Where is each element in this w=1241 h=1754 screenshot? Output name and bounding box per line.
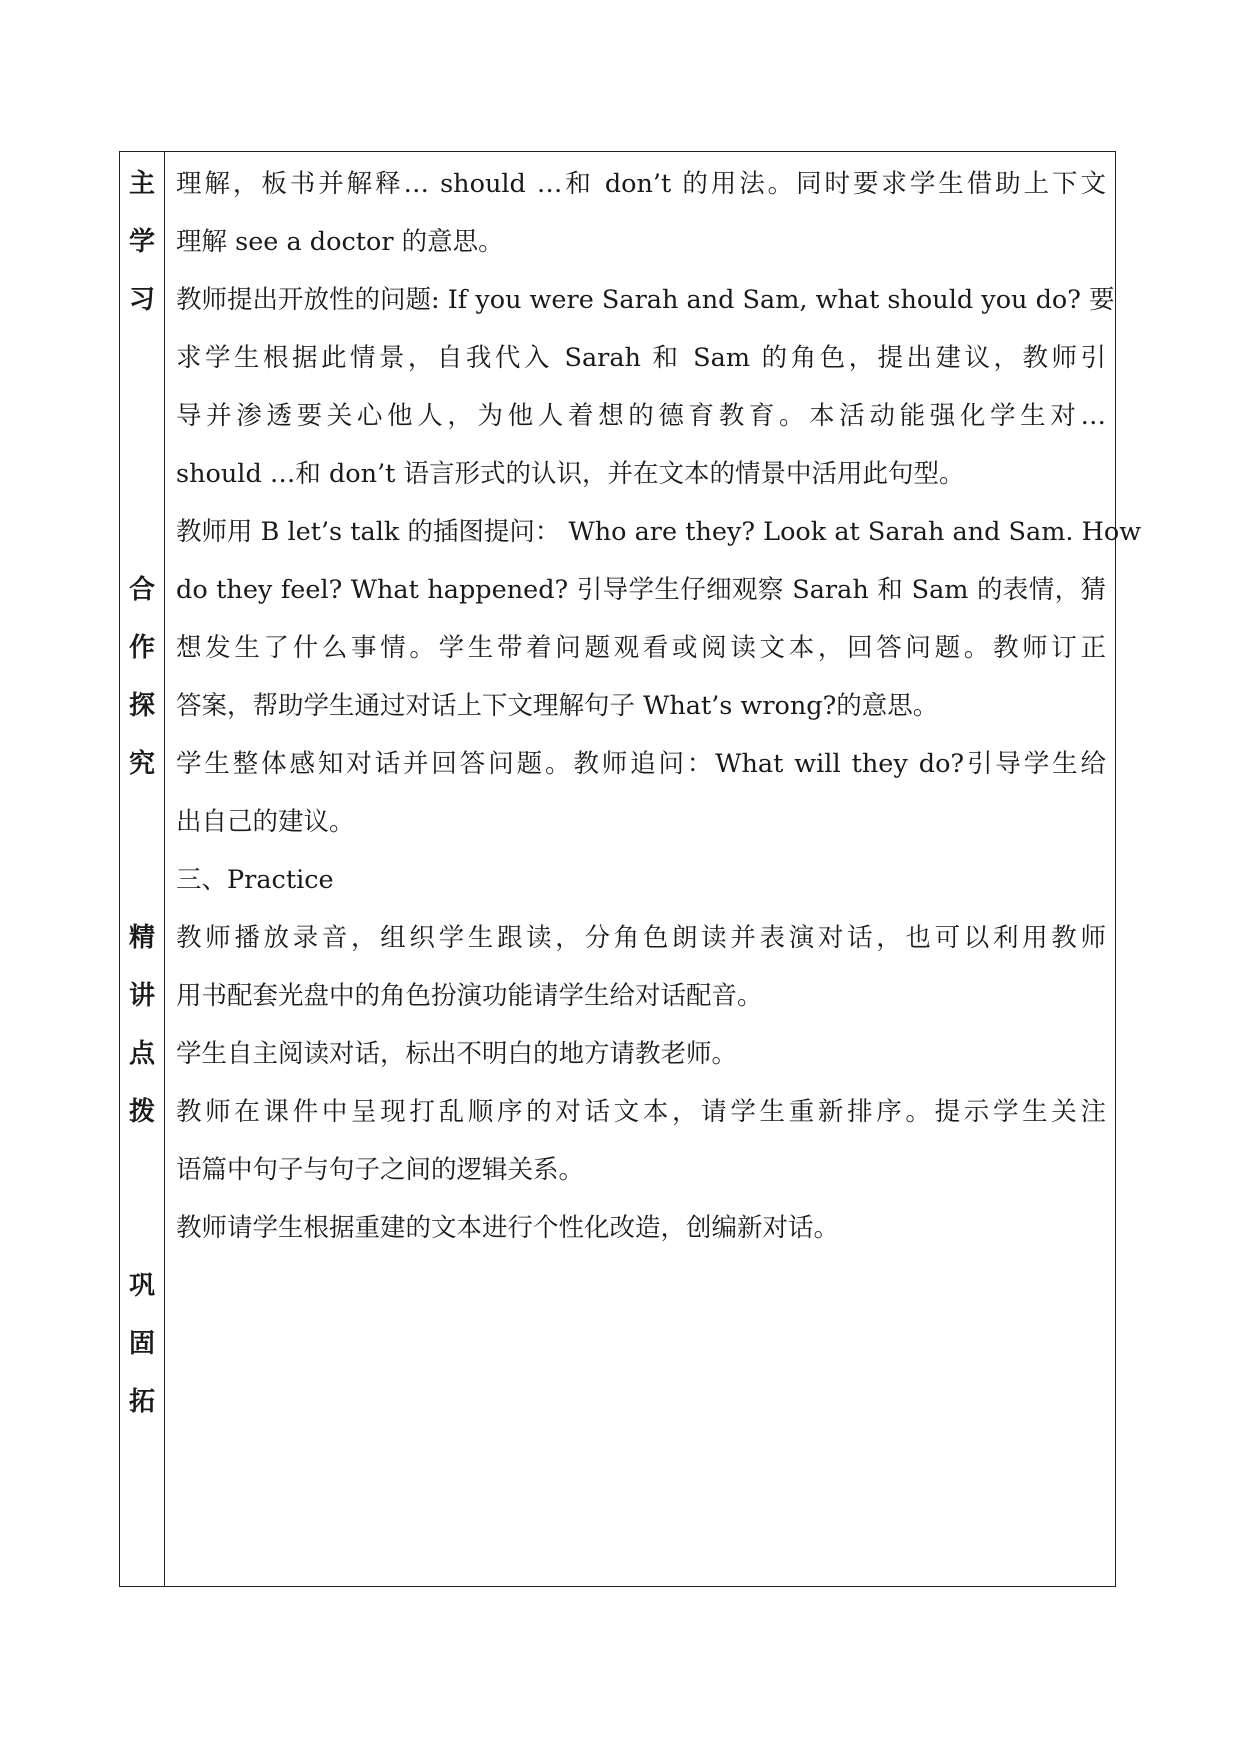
side-label-char: 习	[128, 285, 155, 315]
body-line: 语篇中句子与句子之间的逻辑关系。	[176, 1155, 585, 1185]
body-line: 用书配套光盘中的角色扮演功能请学生给对话配音。	[176, 981, 763, 1011]
body-line: 教师播放录音，组织学生跟读，分角色朗读并表演对话，也可以利用教师	[176, 923, 1106, 953]
body-line: 求学生根据此情景，自我代入 Sarah 和 Sam 的角色，提出建议，教师引	[176, 343, 1106, 373]
body-line: 教师请学生根据重建的文本进行个性化改造，创编新对话。	[176, 1213, 840, 1243]
side-label-char: 究	[128, 749, 155, 779]
side-label-char: 作	[128, 633, 155, 663]
body-line: 教师在课件中呈现打乱顺序的对话文本，请学生重新排序。提示学生关注	[176, 1097, 1106, 1127]
body-line: should …和 don’t 语言形式的认识，并在文本的情景中活用此句型。	[176, 459, 965, 489]
side-label-char: 探	[128, 691, 155, 721]
body-line: 三、Practice	[176, 865, 334, 895]
body-line: 教师提出开放性的问题: If you were Sarah and Sam, what should you do? 要	[176, 285, 1115, 315]
body-line: 导并渗透要关心他人，为他人着想的德育教育。本活动能强化学生对…	[176, 401, 1106, 431]
side-label-char: 主	[128, 169, 155, 199]
side-label-char: 精	[128, 923, 155, 953]
side-label-char: 学	[128, 227, 155, 257]
body-line: 出自己的建议。	[176, 807, 355, 837]
body-line: 学生自主阅读对话，标出不明白的地方请教老师。	[176, 1039, 738, 1069]
body-line: 想发生了什么事情。学生带着问题观看或阅读文本，回答问题。教师订正	[176, 633, 1106, 663]
side-label-char: 巩	[128, 1271, 155, 1301]
body-line: do they feel? What happened? 引导学生仔细观察 Sarah 和 Sam 的表情，猜	[176, 575, 1106, 605]
column-divider	[164, 152, 165, 1586]
body-line: 学生整体感知对话并回答问题。教师追问：What will they do?引导学生给	[176, 749, 1106, 779]
side-label-char: 点	[128, 1039, 155, 1069]
body-line: 理解，板书并解释… should …和 don’t 的用法。同时要求学生借助上下文	[176, 169, 1106, 199]
side-label-char: 合	[128, 575, 155, 605]
body-line: 答案，帮助学生通过对话上下文理解句子 What’s wrong?的意思。	[176, 691, 939, 721]
body-line: 理解 see a doctor 的意思。	[176, 227, 504, 257]
side-label-char: 拓	[128, 1387, 155, 1417]
body-line: 教师用 B let’s talk 的插图提问： Who are they? Look at Sarah and Sam. How	[176, 517, 1142, 547]
side-label-char: 讲	[128, 981, 155, 1011]
side-label-char: 拨	[128, 1097, 155, 1127]
side-label-char: 固	[128, 1329, 155, 1359]
lesson-plan-table	[119, 151, 1142, 1587]
